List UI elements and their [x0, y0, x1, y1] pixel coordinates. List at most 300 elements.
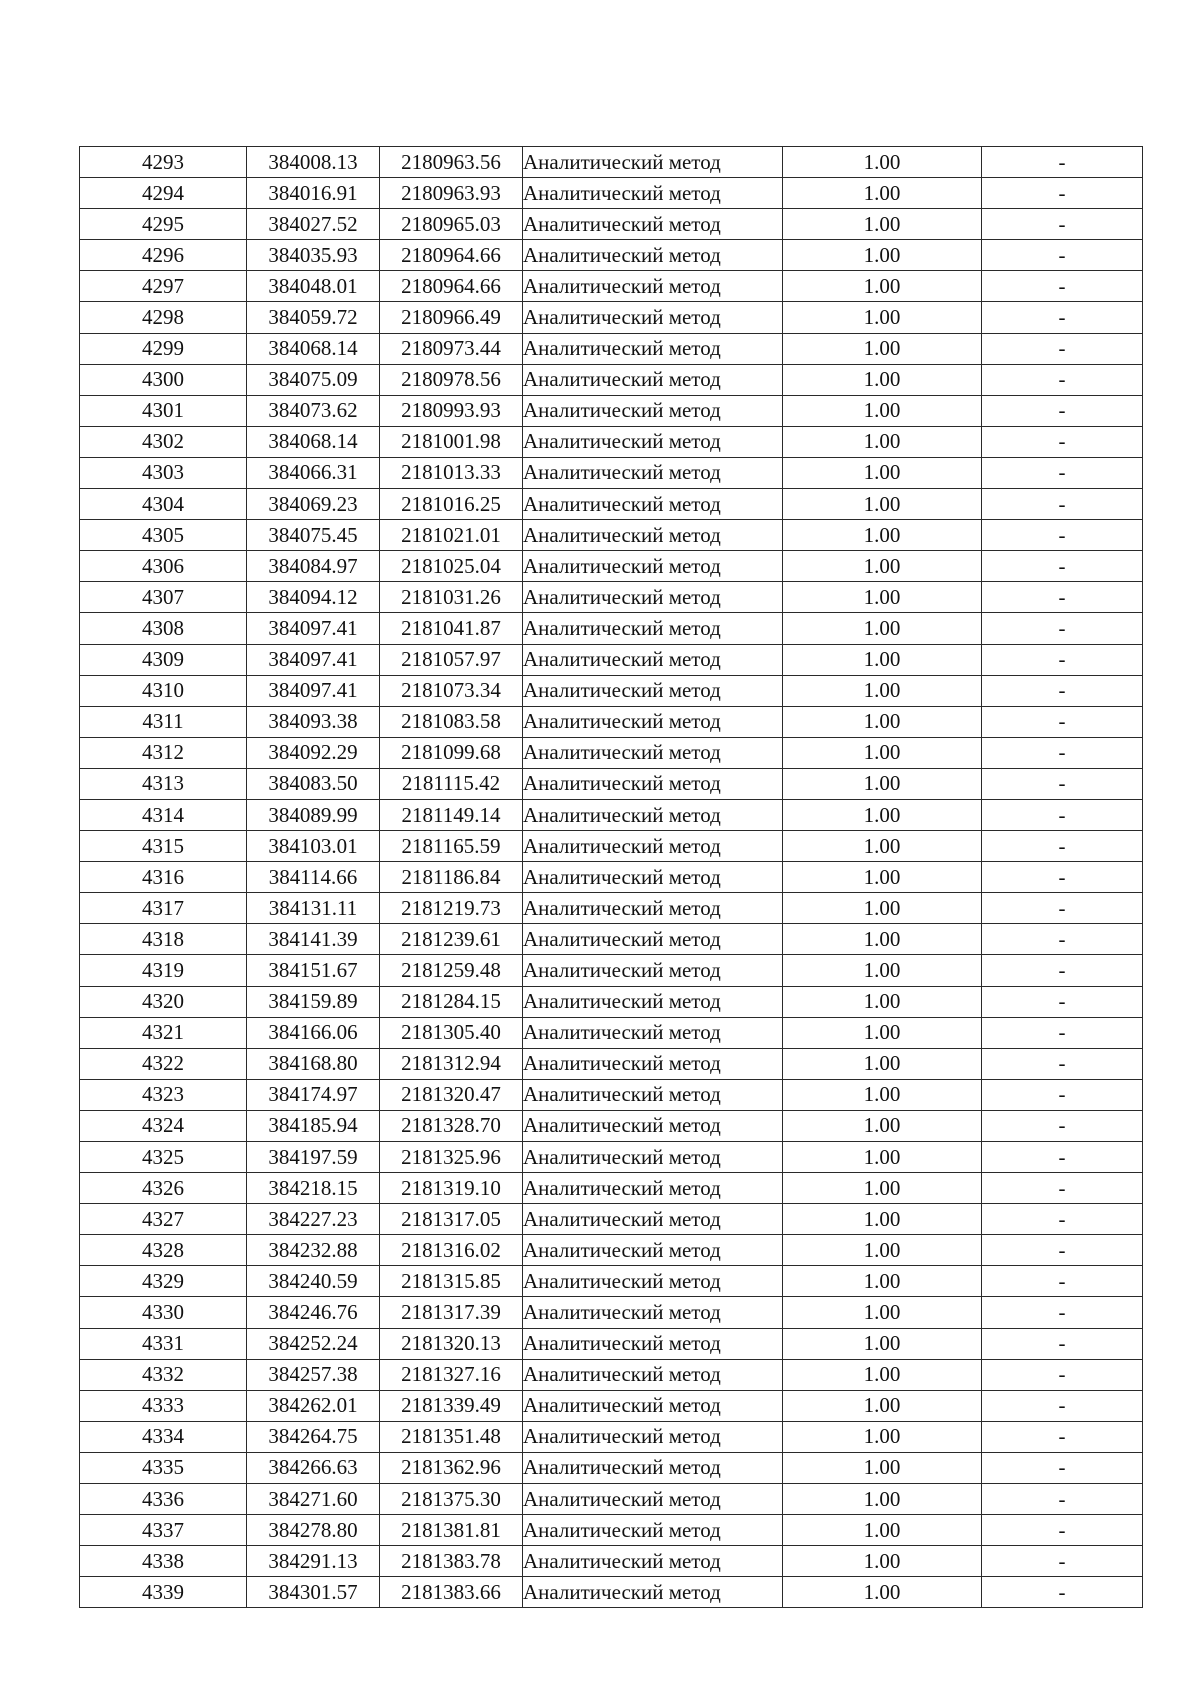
note-cell: -: [982, 178, 1143, 209]
y-coordinate-cell: 2180965.03: [380, 209, 523, 240]
x-coordinate-cell: 384271.60: [247, 1484, 380, 1515]
x-coordinate-cell: 384068.14: [247, 333, 380, 364]
x-coordinate-cell: 384093.38: [247, 706, 380, 737]
x-coordinate-cell: 384008.13: [247, 147, 380, 178]
method-cell: Аналитический метод: [523, 178, 783, 209]
accuracy-cell: 1.00: [783, 675, 982, 706]
method-cell: Аналитический метод: [523, 1359, 783, 1390]
y-coordinate-cell: 2181383.78: [380, 1546, 523, 1577]
accuracy-cell: 1.00: [783, 1328, 982, 1359]
y-coordinate-cell: 2181317.39: [380, 1297, 523, 1328]
y-coordinate-cell: 2181305.40: [380, 1017, 523, 1048]
accuracy-cell: 1.00: [783, 831, 982, 862]
accuracy-cell: 1.00: [783, 1484, 982, 1515]
table-row: [80, 1421, 1143, 1452]
table-row: [80, 426, 1143, 457]
method-cell: Аналитический метод: [523, 240, 783, 271]
accuracy-cell: 1.00: [783, 271, 982, 302]
method-cell: Аналитический метод: [523, 706, 783, 737]
accuracy-cell: 1.00: [783, 706, 982, 737]
point-number-cell: 4339: [80, 1577, 247, 1608]
method-cell: Аналитический метод: [523, 1546, 783, 1577]
y-coordinate-cell: 2181312.94: [380, 1048, 523, 1079]
method-cell: Аналитический метод: [523, 862, 783, 893]
x-coordinate-cell: 384278.80: [247, 1515, 380, 1546]
accuracy-cell: 1.00: [783, 364, 982, 395]
note-cell: -: [982, 333, 1143, 364]
y-coordinate-cell: 2181383.66: [380, 1577, 523, 1608]
point-number-cell: 4308: [80, 613, 247, 644]
table-row: [80, 1515, 1143, 1546]
y-coordinate-cell: 2181016.25: [380, 489, 523, 520]
accuracy-cell: 1.00: [783, 1173, 982, 1204]
table-row: [80, 768, 1143, 799]
point-number-cell: 4310: [80, 675, 247, 706]
method-cell: Аналитический метод: [523, 1142, 783, 1173]
note-cell: -: [982, 706, 1143, 737]
y-coordinate-cell: 2181219.73: [380, 893, 523, 924]
point-number-cell: 4296: [80, 240, 247, 271]
y-coordinate-cell: 2180973.44: [380, 333, 523, 364]
accuracy-cell: 1.00: [783, 302, 982, 333]
note-cell: -: [982, 489, 1143, 520]
accuracy-cell: 1.00: [783, 1577, 982, 1608]
note-cell: -: [982, 1110, 1143, 1141]
x-coordinate-cell: 384174.97: [247, 1079, 380, 1110]
method-cell: Аналитический метод: [523, 1079, 783, 1110]
accuracy-cell: 1.00: [783, 582, 982, 613]
table-row: [80, 1484, 1143, 1515]
note-cell: -: [982, 1017, 1143, 1048]
accuracy-cell: 1.00: [783, 1110, 982, 1141]
table-row: [80, 1110, 1143, 1141]
table-row: [80, 1048, 1143, 1079]
point-number-cell: 4318: [80, 924, 247, 955]
note-cell: -: [982, 1235, 1143, 1266]
point-number-cell: 4329: [80, 1266, 247, 1297]
note-cell: -: [982, 768, 1143, 799]
y-coordinate-cell: 2181328.70: [380, 1110, 523, 1141]
note-cell: -: [982, 364, 1143, 395]
accuracy-cell: 1.00: [783, 147, 982, 178]
point-number-cell: 4315: [80, 831, 247, 862]
y-coordinate-cell: 2181165.59: [380, 831, 523, 862]
note-cell: -: [982, 147, 1143, 178]
x-coordinate-cell: 384084.97: [247, 551, 380, 582]
note-cell: -: [982, 1142, 1143, 1173]
point-number-cell: 4303: [80, 457, 247, 488]
note-cell: -: [982, 1484, 1143, 1515]
accuracy-cell: 1.00: [783, 1421, 982, 1452]
point-number-cell: 4305: [80, 520, 247, 551]
method-cell: Аналитический метод: [523, 1390, 783, 1421]
note-cell: -: [982, 675, 1143, 706]
point-number-cell: 4335: [80, 1452, 247, 1483]
point-number-cell: 4331: [80, 1328, 247, 1359]
method-cell: Аналитический метод: [523, 582, 783, 613]
accuracy-cell: 1.00: [783, 457, 982, 488]
coordinates-table-body: [80, 147, 1143, 1608]
method-cell: Аналитический метод: [523, 768, 783, 799]
table-row: [80, 364, 1143, 395]
y-coordinate-cell: 2181031.26: [380, 582, 523, 613]
accuracy-cell: 1.00: [783, 893, 982, 924]
point-number-cell: 4302: [80, 426, 247, 457]
accuracy-cell: 1.00: [783, 489, 982, 520]
note-cell: -: [982, 1079, 1143, 1110]
accuracy-cell: 1.00: [783, 1359, 982, 1390]
note-cell: -: [982, 1515, 1143, 1546]
y-coordinate-cell: 2180963.56: [380, 147, 523, 178]
method-cell: Аналитический метод: [523, 395, 783, 426]
point-number-cell: 4309: [80, 644, 247, 675]
accuracy-cell: 1.00: [783, 1297, 982, 1328]
y-coordinate-cell: 2181319.10: [380, 1173, 523, 1204]
point-number-cell: 4333: [80, 1390, 247, 1421]
method-cell: Аналитический метод: [523, 737, 783, 768]
accuracy-cell: 1.00: [783, 737, 982, 768]
y-coordinate-cell: 2181284.15: [380, 986, 523, 1017]
note-cell: -: [982, 893, 1143, 924]
y-coordinate-cell: 2181073.34: [380, 675, 523, 706]
table-row: [80, 178, 1143, 209]
note-cell: -: [982, 1359, 1143, 1390]
x-coordinate-cell: 384218.15: [247, 1173, 380, 1204]
accuracy-cell: 1.00: [783, 209, 982, 240]
table-row: [80, 1204, 1143, 1235]
y-coordinate-cell: 2181362.96: [380, 1452, 523, 1483]
accuracy-cell: 1.00: [783, 613, 982, 644]
table-row: [80, 799, 1143, 830]
x-coordinate-cell: 384097.41: [247, 613, 380, 644]
table-row: [80, 520, 1143, 551]
method-cell: Аналитический метод: [523, 520, 783, 551]
y-coordinate-cell: 2181317.05: [380, 1204, 523, 1235]
point-number-cell: 4301: [80, 395, 247, 426]
note-cell: -: [982, 1173, 1143, 1204]
method-cell: Аналитический метод: [523, 613, 783, 644]
table-row: [80, 675, 1143, 706]
y-coordinate-cell: 2181001.98: [380, 426, 523, 457]
table-row: [80, 271, 1143, 302]
note-cell: -: [982, 209, 1143, 240]
note-cell: -: [982, 551, 1143, 582]
accuracy-cell: 1.00: [783, 520, 982, 551]
method-cell: Аналитический метод: [523, 426, 783, 457]
coordinates-table: [79, 146, 1143, 1608]
method-cell: Аналитический метод: [523, 1577, 783, 1608]
y-coordinate-cell: 2180963.93: [380, 178, 523, 209]
point-number-cell: 4307: [80, 582, 247, 613]
accuracy-cell: 1.00: [783, 1017, 982, 1048]
x-coordinate-cell: 384089.99: [247, 799, 380, 830]
point-number-cell: 4311: [80, 706, 247, 737]
x-coordinate-cell: 384075.45: [247, 520, 380, 551]
x-coordinate-cell: 384141.39: [247, 924, 380, 955]
point-number-cell: 4312: [80, 737, 247, 768]
point-number-cell: 4320: [80, 986, 247, 1017]
note-cell: -: [982, 1452, 1143, 1483]
method-cell: Аналитический метод: [523, 209, 783, 240]
note-cell: -: [982, 1204, 1143, 1235]
method-cell: Аналитический метод: [523, 1110, 783, 1141]
point-number-cell: 4293: [80, 147, 247, 178]
point-number-cell: 4324: [80, 1110, 247, 1141]
x-coordinate-cell: 384103.01: [247, 831, 380, 862]
table-row: [80, 862, 1143, 893]
note-cell: -: [982, 457, 1143, 488]
y-coordinate-cell: 2181115.42: [380, 768, 523, 799]
y-coordinate-cell: 2181375.30: [380, 1484, 523, 1515]
point-number-cell: 4323: [80, 1079, 247, 1110]
y-coordinate-cell: 2181315.85: [380, 1266, 523, 1297]
y-coordinate-cell: 2180978.56: [380, 364, 523, 395]
point-number-cell: 4314: [80, 799, 247, 830]
accuracy-cell: 1.00: [783, 178, 982, 209]
x-coordinate-cell: 384232.88: [247, 1235, 380, 1266]
point-number-cell: 4313: [80, 768, 247, 799]
point-number-cell: 4336: [80, 1484, 247, 1515]
accuracy-cell: 1.00: [783, 986, 982, 1017]
point-number-cell: 4326: [80, 1173, 247, 1204]
note-cell: -: [982, 644, 1143, 675]
x-coordinate-cell: 384151.67: [247, 955, 380, 986]
point-number-cell: 4317: [80, 893, 247, 924]
point-number-cell: 4337: [80, 1515, 247, 1546]
y-coordinate-cell: 2180993.93: [380, 395, 523, 426]
x-coordinate-cell: 384083.50: [247, 768, 380, 799]
x-coordinate-cell: 384227.23: [247, 1204, 380, 1235]
x-coordinate-cell: 384066.31: [247, 457, 380, 488]
x-coordinate-cell: 384185.94: [247, 1110, 380, 1141]
y-coordinate-cell: 2180964.66: [380, 271, 523, 302]
table-row: [80, 1452, 1143, 1483]
note-cell: -: [982, 1421, 1143, 1452]
accuracy-cell: 1.00: [783, 1266, 982, 1297]
y-coordinate-cell: 2181025.04: [380, 551, 523, 582]
method-cell: Аналитический метод: [523, 644, 783, 675]
x-coordinate-cell: 384027.52: [247, 209, 380, 240]
point-number-cell: 4334: [80, 1421, 247, 1452]
x-coordinate-cell: 384092.29: [247, 737, 380, 768]
x-coordinate-cell: 384035.93: [247, 240, 380, 271]
x-coordinate-cell: 384069.23: [247, 489, 380, 520]
note-cell: -: [982, 1328, 1143, 1359]
method-cell: Аналитический метод: [523, 675, 783, 706]
note-cell: -: [982, 1266, 1143, 1297]
y-coordinate-cell: 2181099.68: [380, 737, 523, 768]
note-cell: -: [982, 1048, 1143, 1079]
table-row: [80, 986, 1143, 1017]
table-row: [80, 706, 1143, 737]
x-coordinate-cell: 384240.59: [247, 1266, 380, 1297]
note-cell: -: [982, 613, 1143, 644]
note-cell: -: [982, 520, 1143, 551]
method-cell: Аналитический метод: [523, 489, 783, 520]
point-number-cell: 4328: [80, 1235, 247, 1266]
document-page: [79, 146, 1142, 1608]
y-coordinate-cell: 2181041.87: [380, 613, 523, 644]
table-row: [80, 924, 1143, 955]
table-row: [80, 240, 1143, 271]
method-cell: Аналитический метод: [523, 1484, 783, 1515]
x-coordinate-cell: 384266.63: [247, 1452, 380, 1483]
y-coordinate-cell: 2181083.58: [380, 706, 523, 737]
point-number-cell: 4322: [80, 1048, 247, 1079]
y-coordinate-cell: 2181259.48: [380, 955, 523, 986]
y-coordinate-cell: 2181339.49: [380, 1390, 523, 1421]
y-coordinate-cell: 2181351.48: [380, 1421, 523, 1452]
table-row: [80, 1328, 1143, 1359]
note-cell: -: [982, 862, 1143, 893]
note-cell: -: [982, 240, 1143, 271]
note-cell: -: [982, 737, 1143, 768]
accuracy-cell: 1.00: [783, 924, 982, 955]
x-coordinate-cell: 384257.38: [247, 1359, 380, 1390]
method-cell: Аналитический метод: [523, 799, 783, 830]
method-cell: Аналитический метод: [523, 147, 783, 178]
point-number-cell: 4316: [80, 862, 247, 893]
y-coordinate-cell: 2181320.13: [380, 1328, 523, 1359]
accuracy-cell: 1.00: [783, 333, 982, 364]
method-cell: Аналитический метод: [523, 1297, 783, 1328]
note-cell: -: [982, 1390, 1143, 1421]
method-cell: Аналитический метод: [523, 1173, 783, 1204]
y-coordinate-cell: 2181013.33: [380, 457, 523, 488]
table-row: [80, 302, 1143, 333]
method-cell: Аналитический метод: [523, 831, 783, 862]
accuracy-cell: 1.00: [783, 1142, 982, 1173]
table-row: [80, 1297, 1143, 1328]
table-row: [80, 1079, 1143, 1110]
accuracy-cell: 1.00: [783, 862, 982, 893]
note-cell: -: [982, 271, 1143, 302]
point-number-cell: 4321: [80, 1017, 247, 1048]
note-cell: -: [982, 426, 1143, 457]
table-row: [80, 147, 1143, 178]
y-coordinate-cell: 2180964.66: [380, 240, 523, 271]
x-coordinate-cell: 384166.06: [247, 1017, 380, 1048]
method-cell: Аналитический метод: [523, 551, 783, 582]
method-cell: Аналитический метод: [523, 924, 783, 955]
x-coordinate-cell: 384252.24: [247, 1328, 380, 1359]
method-cell: Аналитический метод: [523, 302, 783, 333]
table-row: [80, 489, 1143, 520]
y-coordinate-cell: 2180966.49: [380, 302, 523, 333]
table-row: [80, 1017, 1143, 1048]
method-cell: Аналитический метод: [523, 1017, 783, 1048]
table-row: [80, 551, 1143, 582]
point-number-cell: 4304: [80, 489, 247, 520]
note-cell: -: [982, 986, 1143, 1017]
method-cell: Аналитический метод: [523, 271, 783, 302]
note-cell: -: [982, 395, 1143, 426]
note-cell: -: [982, 582, 1143, 613]
point-number-cell: 4319: [80, 955, 247, 986]
x-coordinate-cell: 384262.01: [247, 1390, 380, 1421]
method-cell: Аналитический метод: [523, 457, 783, 488]
table-row: [80, 582, 1143, 613]
y-coordinate-cell: 2181316.02: [380, 1235, 523, 1266]
note-cell: -: [982, 799, 1143, 830]
x-coordinate-cell: 384301.57: [247, 1577, 380, 1608]
y-coordinate-cell: 2181186.84: [380, 862, 523, 893]
method-cell: Аналитический метод: [523, 893, 783, 924]
point-number-cell: 4298: [80, 302, 247, 333]
point-number-cell: 4332: [80, 1359, 247, 1390]
y-coordinate-cell: 2181381.81: [380, 1515, 523, 1546]
y-coordinate-cell: 2181320.47: [380, 1079, 523, 1110]
table-row: [80, 1577, 1143, 1608]
point-number-cell: 4327: [80, 1204, 247, 1235]
accuracy-cell: 1.00: [783, 240, 982, 271]
accuracy-cell: 1.00: [783, 551, 982, 582]
x-coordinate-cell: 384068.14: [247, 426, 380, 457]
y-coordinate-cell: 2181239.61: [380, 924, 523, 955]
method-cell: Аналитический метод: [523, 1235, 783, 1266]
accuracy-cell: 1.00: [783, 1079, 982, 1110]
table-row: [80, 1390, 1143, 1421]
x-coordinate-cell: 384131.11: [247, 893, 380, 924]
method-cell: Аналитический метод: [523, 1421, 783, 1452]
table-row: [80, 333, 1143, 364]
note-cell: -: [982, 302, 1143, 333]
accuracy-cell: 1.00: [783, 799, 982, 830]
accuracy-cell: 1.00: [783, 1048, 982, 1079]
method-cell: Аналитический метод: [523, 333, 783, 364]
method-cell: Аналитический метод: [523, 1452, 783, 1483]
x-coordinate-cell: 384075.09: [247, 364, 380, 395]
method-cell: Аналитический метод: [523, 986, 783, 1017]
point-number-cell: 4338: [80, 1546, 247, 1577]
accuracy-cell: 1.00: [783, 1546, 982, 1577]
table-row: [80, 955, 1143, 986]
accuracy-cell: 1.00: [783, 1235, 982, 1266]
table-row: [80, 737, 1143, 768]
accuracy-cell: 1.00: [783, 1390, 982, 1421]
point-number-cell: 4325: [80, 1142, 247, 1173]
table-row: [80, 1546, 1143, 1577]
table-row: [80, 457, 1143, 488]
accuracy-cell: 1.00: [783, 955, 982, 986]
point-number-cell: 4300: [80, 364, 247, 395]
y-coordinate-cell: 2181149.14: [380, 799, 523, 830]
accuracy-cell: 1.00: [783, 1204, 982, 1235]
accuracy-cell: 1.00: [783, 395, 982, 426]
point-number-cell: 4306: [80, 551, 247, 582]
y-coordinate-cell: 2181327.16: [380, 1359, 523, 1390]
table-row: [80, 1173, 1143, 1204]
table-row: [80, 1266, 1143, 1297]
table-row: [80, 893, 1143, 924]
x-coordinate-cell: 384048.01: [247, 271, 380, 302]
note-cell: -: [982, 831, 1143, 862]
note-cell: -: [982, 1577, 1143, 1608]
point-number-cell: 4330: [80, 1297, 247, 1328]
note-cell: -: [982, 1297, 1143, 1328]
method-cell: Аналитический метод: [523, 1328, 783, 1359]
accuracy-cell: 1.00: [783, 1515, 982, 1546]
x-coordinate-cell: 384264.75: [247, 1421, 380, 1452]
x-coordinate-cell: 384168.80: [247, 1048, 380, 1079]
method-cell: Аналитический метод: [523, 1204, 783, 1235]
y-coordinate-cell: 2181057.97: [380, 644, 523, 675]
x-coordinate-cell: 384097.41: [247, 644, 380, 675]
table-row: [80, 1235, 1143, 1266]
note-cell: -: [982, 924, 1143, 955]
x-coordinate-cell: 384159.89: [247, 986, 380, 1017]
x-coordinate-cell: 384059.72: [247, 302, 380, 333]
